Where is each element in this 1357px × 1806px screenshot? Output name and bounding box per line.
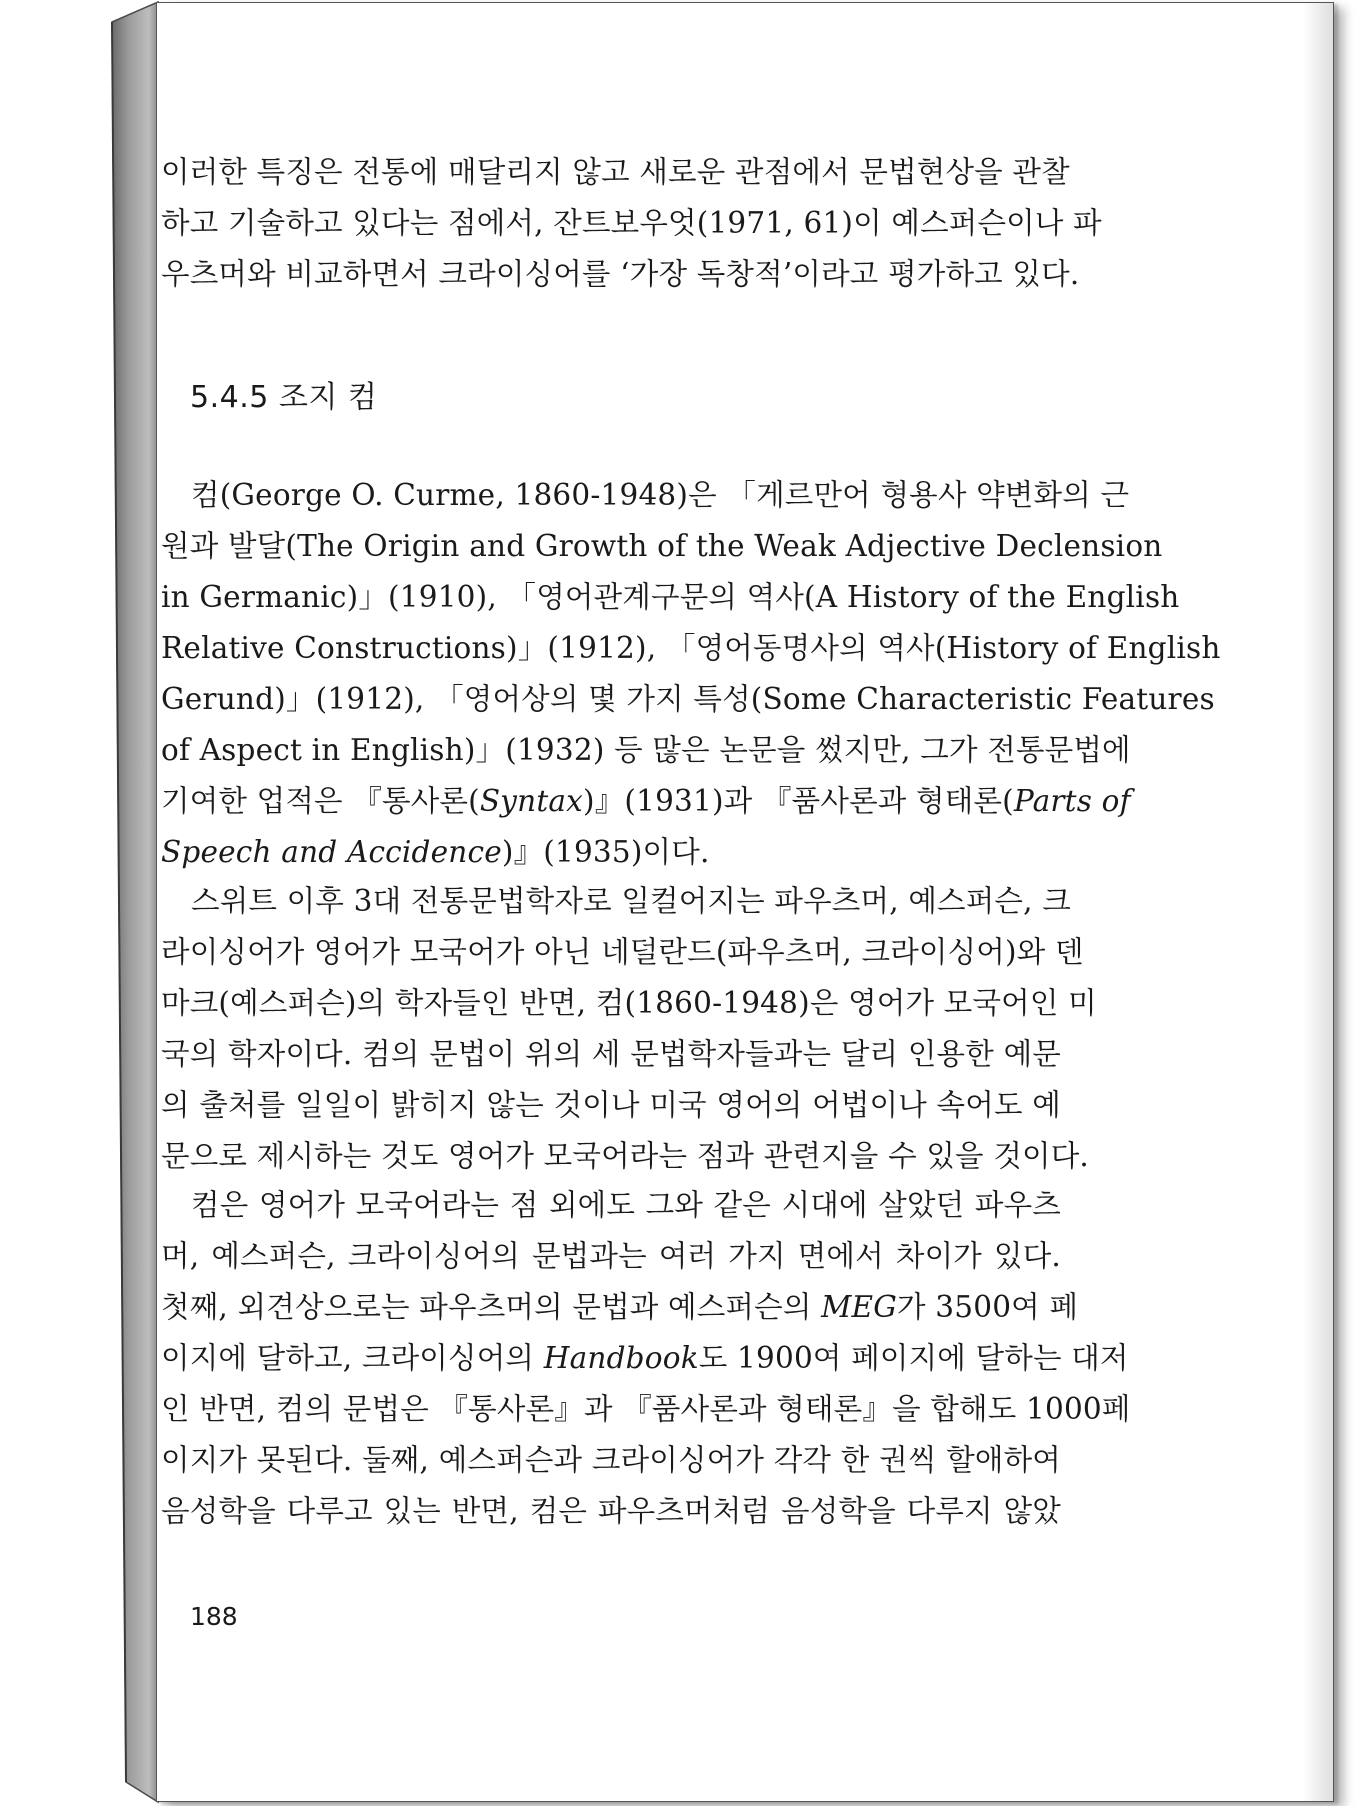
text-run: )』(1935)이다. — [501, 835, 710, 869]
section-heading: 5.4.5 조지 컴 — [190, 380, 378, 415]
intro-paragraph — [161, 147, 1102, 300]
text-line: 인 반면, 컴의 문법은 『통사론』과 『품사론과 형태론』을 합해도 1000페 — [161, 1392, 1131, 1426]
text-line: 하고 기술하고 있다는 점에서, 잔트보우엇(1971, 61)이 예스퍼슨이나 파 — [161, 206, 1102, 240]
paragraph-curme-works — [161, 470, 1221, 878]
italic-title: Speech and Accidence — [161, 835, 502, 869]
italic-title: Syntax — [479, 784, 583, 818]
italic-title: MEG — [821, 1290, 898, 1324]
text-run: 기여한 업적은 『통사론( — [161, 784, 480, 818]
text-run: )』(1931)과 『품사론과 형태론( — [583, 784, 1014, 818]
text-line: 머, 예스퍼슨, 크라이싱어의 문법과는 여러 가지 면에서 차이가 있다. — [161, 1239, 1061, 1273]
book-spine — [0, 0, 160, 1806]
text-line: 스위트 이후 3대 전통문법학자로 일컬어지는 파우츠머, 예스퍼슨, 크 — [191, 884, 1071, 918]
text-line: 음성학을 다루고 있는 반면, 컴은 파우츠머처럼 음성학을 다루지 않았 — [161, 1494, 1061, 1528]
text-line: 문으로 제시하는 것도 영어가 모국어라는 점과 관련지을 수 있을 것이다. — [161, 1139, 1089, 1173]
text-line: 국의 학자이다. 컴의 문법이 위의 세 문법학자들과는 달리 인용한 예문 — [161, 1037, 1061, 1071]
text-run: 가 3500여 페 — [897, 1290, 1079, 1324]
text-line: in Germanic)」(1910), 「영어관계구문의 역사(A History of the English — [161, 580, 1180, 614]
text-line: 우츠머와 비교하면서 크라이싱어를 ‘가장 독창적’이라고 평가하고 있다. — [161, 257, 1080, 291]
paragraph-three-grammarians — [161, 876, 1097, 1182]
text-line — [161, 1333, 1129, 1384]
text-line: of Aspect in English)」(1932) 등 많은 논문을 썼지만, 그가 전통문법에 — [161, 733, 1131, 767]
text-line: 원과 발달(The Origin and Growth of the Weak Adjective Declension — [161, 529, 1163, 563]
text-line — [161, 776, 1131, 827]
text-line — [161, 1282, 1079, 1333]
italic-title: Handbook — [543, 1341, 699, 1375]
text-line: 이러한 특징은 전통에 매달리지 않고 새로운 관점에서 문법현상을 관찰 — [161, 155, 1070, 189]
text-line: 마크(예스퍼슨)의 학자들인 반면, 컴(1860-1948)은 영어가 모국어인 미 — [161, 986, 1097, 1020]
page-number: 188 — [190, 1602, 238, 1631]
text-line: 컴(George O. Curme, 1860-1948)은 「게르만어 형용사 약변화의 근 — [191, 478, 1130, 512]
text-line — [161, 827, 1061, 878]
text-run: 첫째, 외견상으로는 파우츠머의 문법과 예스퍼슨의 — [161, 1290, 822, 1324]
text-line: 의 출처를 일일이 밝히지 않는 것이나 미국 영어의 어법이나 속어도 예 — [161, 1088, 1061, 1122]
text-line: 라이싱어가 영어가 모국어가 아닌 네덜란드(파우츠머, 크라이싱어)와 덴 — [161, 935, 1084, 969]
text-run: 도 1900여 페이지에 달하는 대저 — [698, 1341, 1129, 1375]
text-run: 이지에 달하고, 크라이싱어의 — [161, 1341, 544, 1375]
paragraph-differences — [161, 1180, 1131, 1537]
text-line: Gerund)」(1912), 「영어상의 몇 가지 특성(Some Characteristic Features — [161, 682, 1215, 716]
text-line: 컴은 영어가 모국어라는 점 외에도 그와 같은 시대에 살았던 파우츠 — [191, 1188, 1061, 1222]
page-edge-shadow — [1303, 3, 1333, 1801]
text-line: Relative Constructions)」(1912), 「영어동명사의 역사(History of English — [161, 631, 1221, 665]
italic-title: Parts of — [1013, 784, 1131, 818]
text-line: 이지가 못된다. 둘째, 예스퍼슨과 크라이싱어가 각각 한 권씩 할애하여 — [161, 1443, 1061, 1477]
